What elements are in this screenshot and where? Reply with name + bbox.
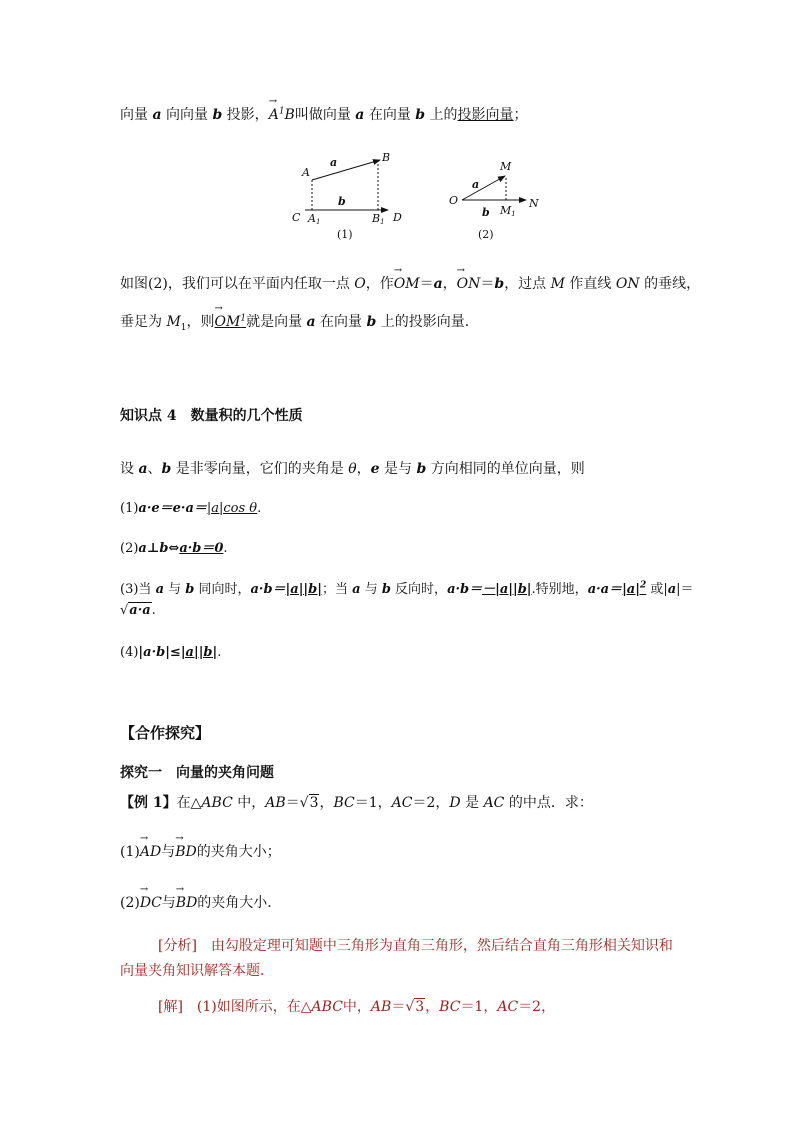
solution-line: [解] (1)如图所示，在△ABC中，AB＝√3，BC＝1，AC＝2， [158, 999, 556, 1015]
example-1: 【例 1】在△ABC 中，AB＝√3，BC＝1，AC＝2，D 是 AC 的中点．求： [120, 795, 593, 811]
inquiry-1-title: 探究一 向量的夹角问题 [120, 765, 274, 781]
construction-line-1: 如图(2)，我们可以在平面内任取一点 O，作→ OM＝a，→ ON＝b，过点 M 作直线 ON 的垂线， [120, 273, 700, 293]
label-M: M [500, 160, 512, 173]
property-2: (2)a⊥b⇔a·b＝0. [120, 541, 228, 556]
label-M1: M1 [500, 204, 516, 218]
construction-line-2: 垂足为 $M_1$，则→ $OM^1$就是向量 a 在向量 b 上的投影向量． [120, 311, 479, 333]
section-title: 【合作探究】 [120, 724, 211, 742]
label-C: C [292, 211, 301, 224]
label-a2: a [472, 178, 480, 191]
property-4: (4)|a·b|≤|a||b|. [120, 645, 222, 660]
analysis-line-1: [分析] 由勾股定理可知题中三角形为直角三角形，然后结合直角三角形相关知识和 [158, 938, 673, 954]
label-N: N [529, 197, 539, 210]
question-1: (1)→ AD与→ BD的夹角大小； [120, 841, 281, 861]
property-3-sqrt: √a·a. [120, 603, 156, 618]
label-a: a [330, 156, 338, 169]
label-B1: B1 [372, 212, 385, 226]
label-b: b [338, 195, 346, 208]
property-3: (3)当 a 与 b 同向时，a·b＝|a||b|；当 a 与 b 反向时，a·b＝－|a||b|.特别地，$a\cdot a=|a|^2$ 或|a|＝ [120, 580, 694, 597]
label-b2: b [482, 206, 490, 219]
caption-1: (1) [337, 228, 353, 241]
label-A1: A1 [308, 212, 321, 226]
label-D: D [393, 211, 402, 224]
figure-2 [449, 160, 539, 241]
label-O: O [449, 194, 459, 207]
figure-1 [292, 151, 402, 241]
knowledge-point-4-title: 知识点 4 数量积的几个性质 [120, 408, 303, 424]
projection-definition-line: 向量 a 向向量 b 投影，→ $A^1B$叫做向量 a 在向量 b 上的投影向量； [120, 104, 528, 124]
label-A: A [302, 166, 310, 179]
vector-om1: → $OM^1$ [215, 314, 247, 330]
caption-2: (2) [478, 228, 494, 241]
question-2: (2)→ DC与→ BD的夹角大小． [120, 892, 281, 912]
vector-a1b1: → $A^1B$ [269, 107, 295, 123]
analysis-line-2: 向量夹角知识解答本题． [120, 963, 274, 979]
projection-figures [280, 148, 550, 248]
label-B: B [382, 151, 391, 164]
property-1: (1)a·e＝e·a＝|a|cos θ. [120, 501, 262, 516]
property-intro: 设 a、b 是非零向量，它们的夹角是 θ，e 是与 b 方向相同的单位向量，则 [120, 461, 585, 477]
